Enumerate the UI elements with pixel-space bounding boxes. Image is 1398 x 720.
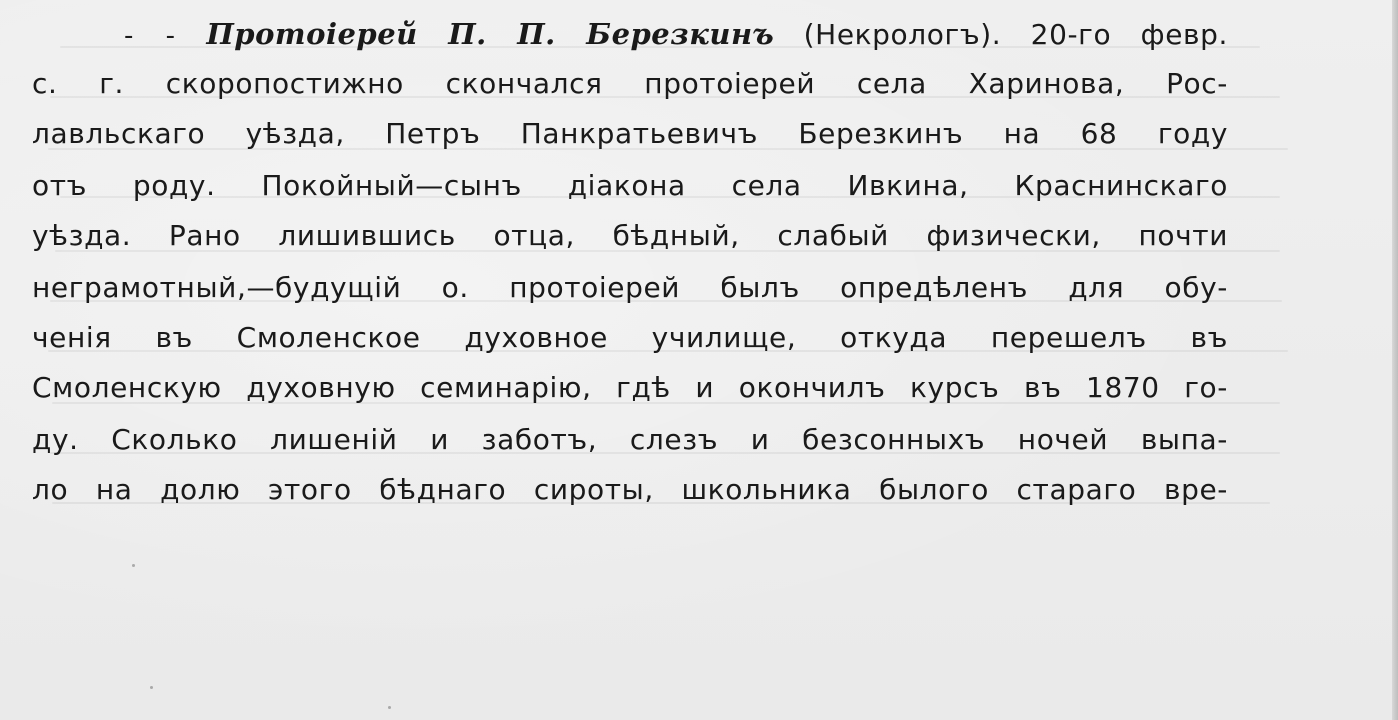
text-line-9: ло на долю этого бѣднаго сироты, школьника былого стараго вре-	[32, 473, 1228, 506]
paper-speck	[388, 706, 391, 709]
text-line-5: неграмотный,—будущій о. протоіерей былъ опредѣленъ для обу-	[32, 271, 1228, 304]
heading-rest: (Некрологъ). 20-го февр.	[803, 18, 1228, 51]
text-line-3: отъ роду. Покойный—сынъ діакона села Ивкина, Краснинскаго	[32, 169, 1228, 202]
text-line-7: Смоленскую духовную семинарію, гдѣ и окончилъ курсъ въ 1870 го-	[32, 371, 1228, 404]
text-line-6: ченія въ Смоленское духовное училище, откуда перешелъ въ	[32, 321, 1228, 354]
heading-lead-dashes: - -	[124, 21, 177, 51]
paper-speck	[132, 564, 135, 567]
text-line-4: уѣзда. Рано лишившись отца, бѣдный, слабый физически, почти	[32, 219, 1228, 252]
text-line-1: с. г. скоропостижно скончался протоіерей села Харинова, Рос-	[32, 67, 1228, 100]
heading-title: Протоіерей П. П. Березкинъ	[206, 17, 775, 51]
page-edge	[1392, 0, 1398, 720]
paper-speck	[150, 686, 153, 689]
text-line-8: ду. Сколько лишеній и заботъ, слезъ и безсонныхъ ночей выпа-	[32, 423, 1228, 456]
text-line-2: лавльскаго уѣзда, Петръ Панкратьевичъ Березкинъ на 68 году	[32, 117, 1228, 150]
heading-line	[124, 14, 1228, 54]
